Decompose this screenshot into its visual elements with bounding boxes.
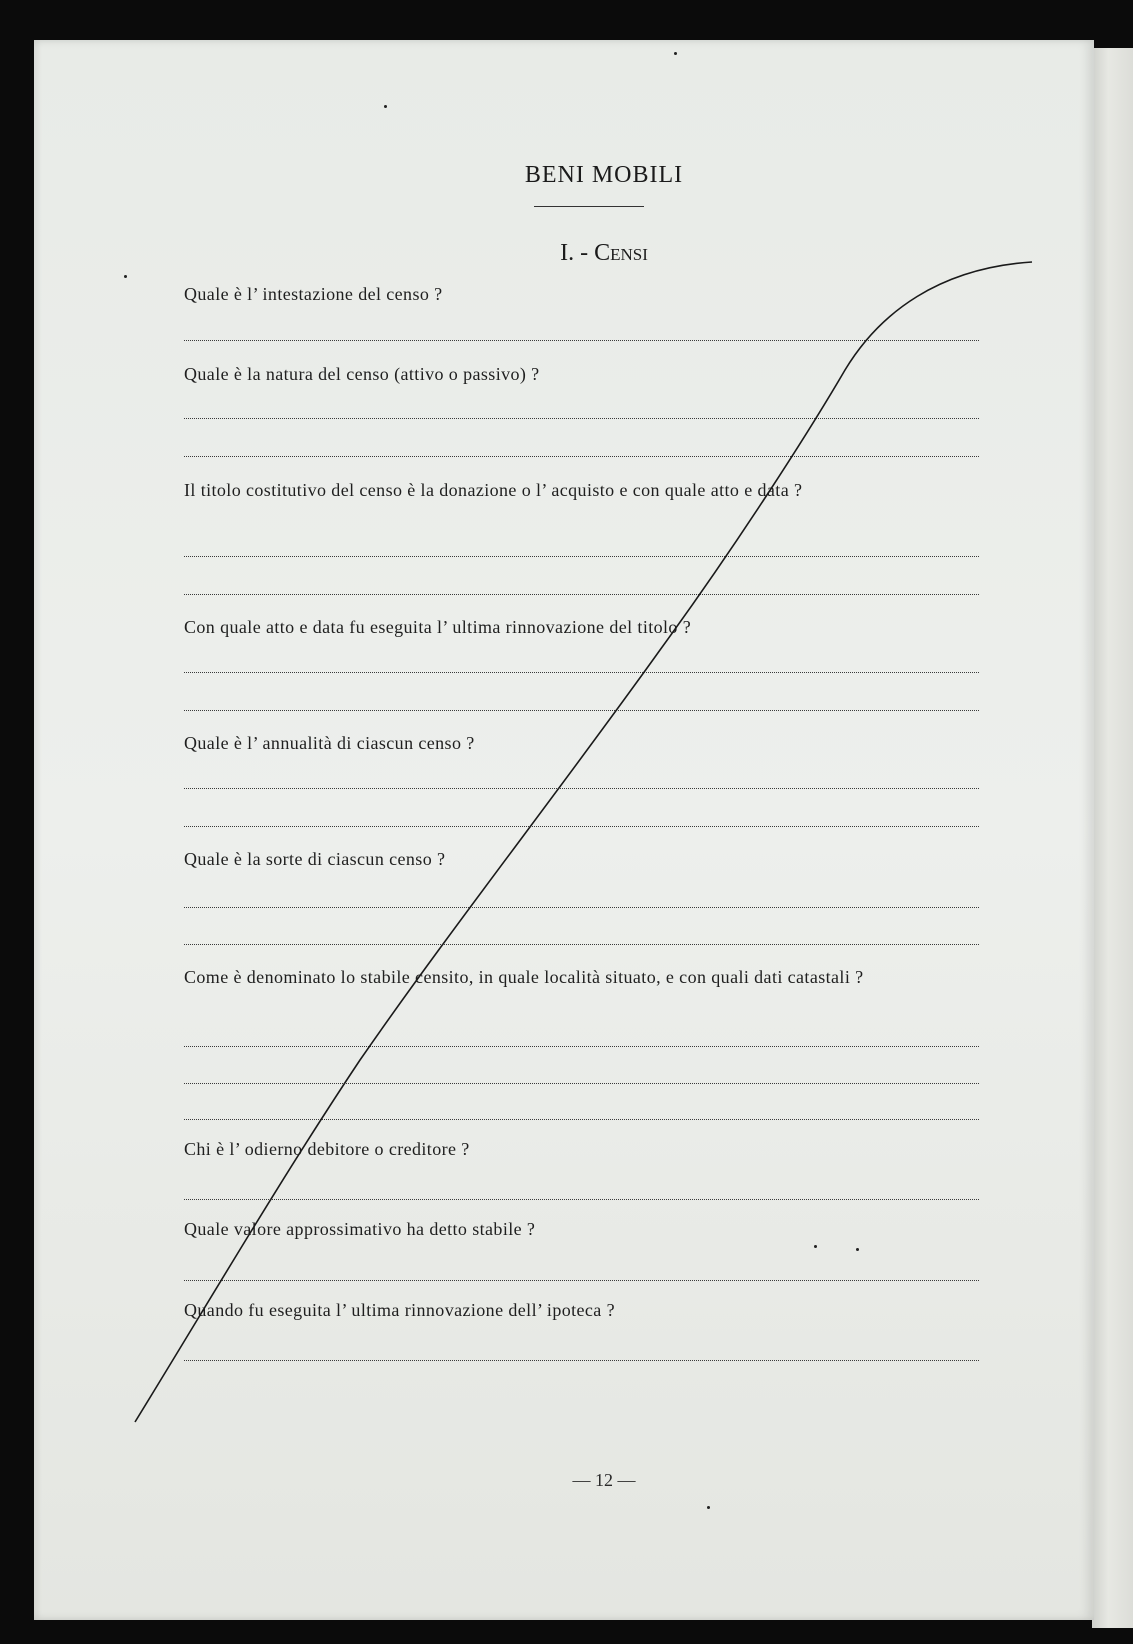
question-8: Chi è l’ odierno debitore o creditore ? bbox=[184, 1139, 470, 1159]
question-2: Quale è la natura del censo (attivo o passivo) ? bbox=[184, 364, 540, 384]
answer-line[interactable] bbox=[184, 1119, 979, 1120]
section-number: I. - bbox=[560, 240, 589, 266]
page-title: BENI MOBILI bbox=[524, 162, 684, 188]
next-page-edge bbox=[1092, 48, 1133, 1628]
section-name: Censi bbox=[594, 240, 648, 266]
answer-line[interactable] bbox=[184, 1046, 979, 1047]
question-5: Quale è l’ annualità di ciascun censo ? bbox=[184, 733, 475, 753]
paper-speck bbox=[856, 1248, 859, 1251]
answer-line[interactable] bbox=[184, 1360, 979, 1361]
question-9: Quale valore approssimativo ha detto stabile ? bbox=[184, 1219, 536, 1239]
answer-line[interactable] bbox=[184, 907, 979, 908]
section-heading bbox=[34, 240, 1094, 267]
answer-line[interactable] bbox=[184, 788, 979, 789]
paper-speck bbox=[124, 275, 127, 278]
paper-speck bbox=[674, 52, 677, 55]
answer-line[interactable] bbox=[184, 826, 979, 827]
question-1: Quale è l’ intestazione del censo ? bbox=[184, 284, 443, 304]
question-10: Quando fu eseguita l’ ultima rinnovazione dell’ ipoteca ? bbox=[184, 1300, 615, 1320]
answer-line[interactable] bbox=[184, 1083, 979, 1084]
answer-line[interactable] bbox=[184, 340, 979, 341]
paper-speck bbox=[814, 1245, 817, 1248]
question-4: Con quale atto e data fu eseguita l’ ultima rinnovazione del titolo ? bbox=[184, 617, 692, 637]
answer-line[interactable] bbox=[184, 672, 979, 673]
question-3: Il titolo costitutivo del censo è la donazione o l’ acquisto e con quale atto e data ? bbox=[184, 480, 803, 500]
answer-line[interactable] bbox=[184, 710, 979, 711]
answer-line[interactable] bbox=[184, 1280, 979, 1281]
answer-line[interactable] bbox=[184, 1199, 979, 1200]
paper-speck bbox=[384, 105, 387, 108]
question-6: Quale è la sorte di ciascun censo ? bbox=[184, 849, 446, 869]
answer-line[interactable] bbox=[184, 418, 979, 419]
page-number: — 12 — bbox=[572, 1470, 636, 1490]
document-page bbox=[34, 40, 1094, 1620]
answer-line[interactable] bbox=[184, 944, 979, 945]
title-divider bbox=[534, 206, 644, 207]
answer-line[interactable] bbox=[184, 594, 979, 595]
question-7: Come è denominato lo stabile censito, in quale località situato, e con quali dati catastali ? bbox=[184, 967, 864, 987]
answer-line[interactable] bbox=[184, 556, 979, 557]
answer-line[interactable] bbox=[184, 456, 979, 457]
paper-speck bbox=[707, 1506, 710, 1509]
